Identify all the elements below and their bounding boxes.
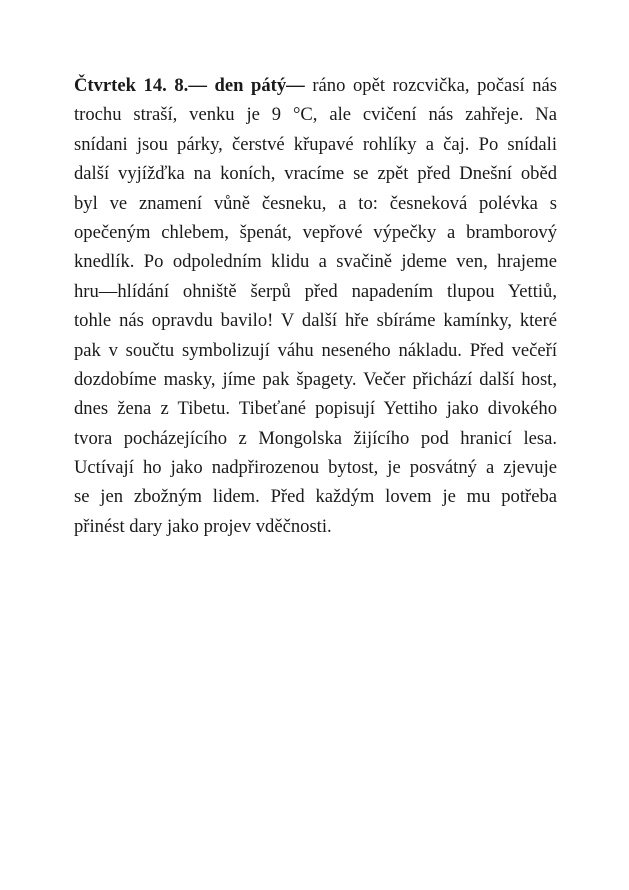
paragraph-line-16: přinést dary jako projev vděčnosti. [74, 515, 332, 537]
entry-heading: Čtvrtek 14. 8.— den pátý— [74, 75, 305, 96]
paragraph-line-4: další vyjížďka na koních, vracíme se zpět před Dnešní oběd [74, 163, 557, 185]
paragraph-line-2: trochu straší, venku je 9 °C, ale cvičení nás zahřeje. Na [74, 104, 557, 126]
paragraph-line-13: tvora pocházejícího z Mongolska žijícího pod hranicí lesa. [74, 427, 557, 449]
paragraph-line-1 [74, 71, 557, 100]
paragraph-line-11: dozdobíme masky, jíme pak špagety. Večer přichází další host, [74, 368, 557, 390]
paragraph-line-1-text: ráno opět rozcvička, počasí nás [304, 75, 557, 96]
paragraph-line-12: dnes žena z Tibetu. Tibeťané popisují Yettiho jako divokého [74, 398, 557, 420]
paragraph-line-8: hru—hlídání ohniště šerpů před napadením tlupou Yettiů, [74, 280, 557, 302]
paragraph-line-15: se jen zbožným lidem. Před každým lovem je mu potřeba [74, 486, 557, 508]
paragraph-line-14: Uctívají ho jako nadpřirozenou bytost, je posvátný a zjevuje [74, 457, 557, 479]
paragraph-line-3: snídani jsou párky, čerstvé křupavé rohlíky a čaj. Po snídali [74, 133, 557, 155]
paragraph-line-5: byl ve znamení vůně česneku, a to: česneková polévka s [74, 192, 557, 214]
diary-entry-paragraph [74, 71, 557, 541]
paragraph-line-9: tohle nás opravdu bavilo! V další hře sbíráme kamínky, které [74, 310, 557, 332]
paragraph-line-10: pak v součtu symbolizují váhu neseného nákladu. Před večeří [74, 339, 557, 361]
paragraph-line-7: knedlík. Po odpoledním klidu a svačině jdeme ven, hrajeme [74, 251, 557, 273]
paragraph-line-6: opečeným chlebem, špenát, vepřové výpečky a bramborový [74, 221, 557, 243]
